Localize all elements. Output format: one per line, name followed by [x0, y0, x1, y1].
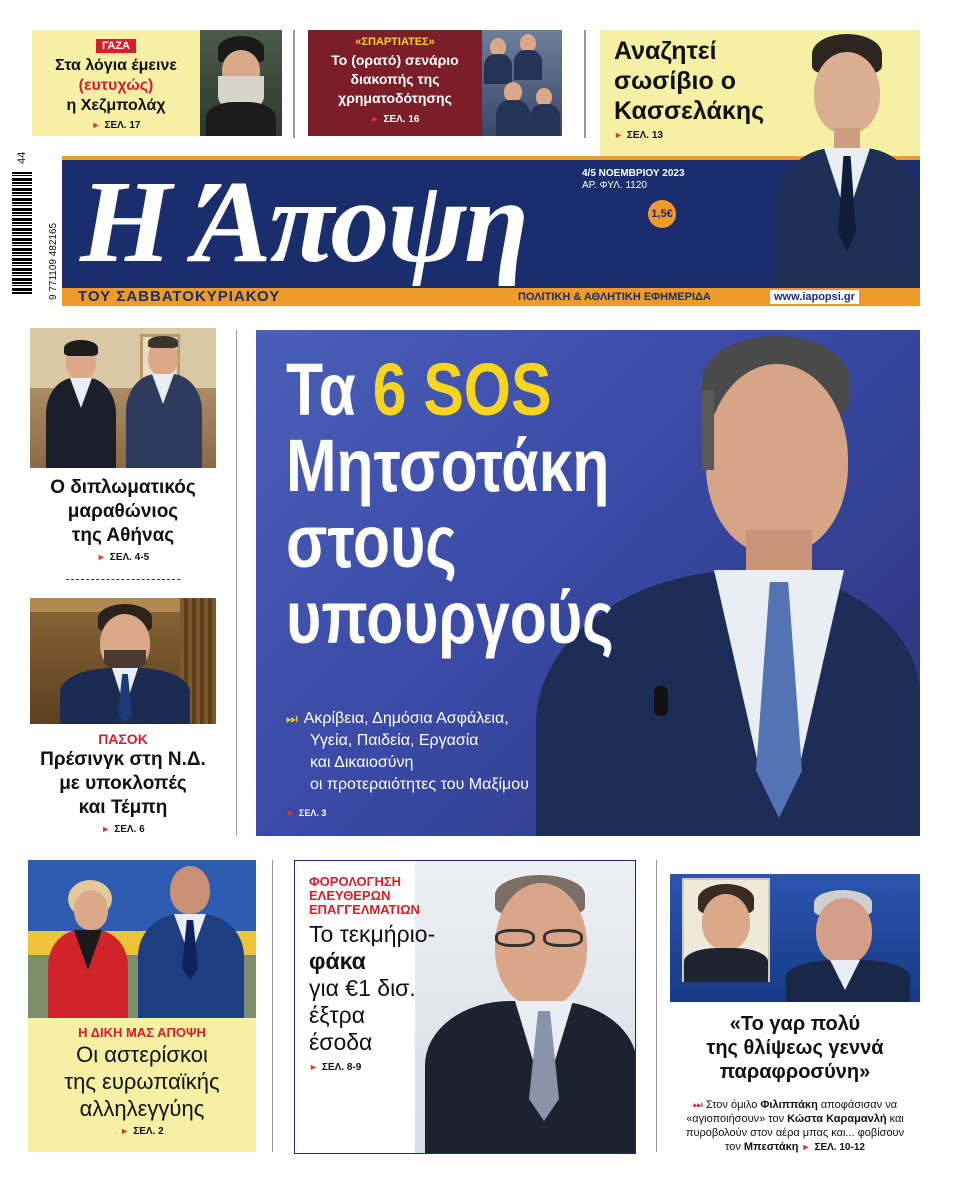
price-badge: 1,5€ — [648, 200, 676, 228]
lead-headline-line3: στους — [286, 500, 457, 583]
story-quote[interactable] — [670, 860, 920, 1154]
arrow-icon: ► — [309, 1062, 318, 1072]
story-tax-line3: για €1 δισ. — [309, 975, 416, 1001]
arrow-icon: ► — [91, 120, 101, 130]
arrow-icon: ► — [286, 808, 295, 818]
story-tax-kicker3: ΕΠΑΓΓΕΛΜΑΤΙΩΝ — [309, 902, 420, 917]
lead-headline-line2: Μητσοτάκη — [286, 424, 610, 507]
kasselakis-photo — [772, 30, 920, 288]
masthead-title: Η Άποψη — [80, 156, 527, 287]
dashed-divider — [66, 579, 180, 580]
teaser-gaza[interactable] — [32, 30, 282, 136]
story-quote-page: ► ΣΕΛ. 10-12 — [801, 1142, 865, 1153]
teaser-kasselakis-line2: σωσίβιο ο — [614, 67, 736, 95]
nasrallah-photo — [200, 30, 282, 136]
diplomacy-photo — [30, 328, 216, 468]
divider — [293, 30, 295, 138]
story-tax-line4: έξτρα — [309, 1002, 366, 1028]
androulakis-photo — [30, 598, 216, 724]
story-diplomacy-line2: μαραθώνιος — [67, 501, 179, 522]
teaser-gaza-kicker: ΓΑΖΑ — [96, 39, 136, 53]
barcode-issue: 44 — [16, 151, 28, 164]
issue-date: 4/5 ΝΟΕΜΒΡΙΟΥ 2023 — [582, 168, 685, 179]
teaser-spartiates-kicker: «ΣΠΑΡΤΙΑΤΕΣ» — [355, 36, 435, 48]
story-diplomacy-line3: της Αθήνας — [71, 525, 175, 546]
fast-forward-icon: ⏭ — [286, 711, 298, 726]
story-opinion-line1: Οι αστερίσκοι — [76, 1042, 208, 1067]
arrow-icon: ► — [120, 1126, 130, 1136]
story-tax[interactable] — [294, 860, 636, 1154]
teaser-spartiates[interactable] — [308, 30, 562, 136]
column-divider — [272, 860, 273, 1152]
teaser-gaza-line3: η Χεζμπολάχ — [66, 97, 166, 114]
teaser-spartiates-line2: διακοπής της — [350, 71, 440, 87]
karamanlis-photo — [670, 874, 920, 1002]
teaser-kasselakis-page: ► ΣΕΛ. 13 — [614, 130, 663, 141]
story-quote-line1: «Το γαρ πολύ — [729, 1013, 861, 1035]
teaser-gaza-page: ► ΣΕΛ. 17 — [91, 120, 141, 131]
lead-headline-accent: 6 SOS — [372, 348, 552, 431]
lead-page: ► ΣΕΛ. 3 — [286, 808, 327, 818]
story-opinion[interactable] — [28, 860, 256, 1152]
story-pasok-line3: και Τέμπη — [78, 797, 168, 818]
story-quote-body-line2: «αγιοποιήσουν» τον Κώστα Καραμανλή και — [686, 1113, 904, 1125]
fast-forward-icon: ⏭ — [692, 1099, 703, 1111]
column-divider — [236, 330, 237, 836]
teaser-kasselakis-line1: Αναζητεί — [614, 37, 717, 65]
arrow-icon: ► — [96, 552, 106, 562]
story-tax-line2: φάκα — [309, 948, 366, 974]
lead-story[interactable] — [256, 330, 920, 836]
masthead-tagline: ΠΟΛΙΤΙΚΗ & ΑΘΛΗΤΙΚΗ ΕΦΗΜΕΡΙΔΑ — [518, 291, 711, 303]
teaser-gaza-line1: Στα λόγια έμεινε — [55, 57, 177, 74]
story-opinion-kicker: Η ΔΙΚΗ ΜΑΣ ΑΠΟΨΗ — [78, 1025, 206, 1040]
teaser-gaza-line2: (ευτυχώς) — [78, 77, 154, 94]
lead-deck-line4: οι προτεραιότητες του Μαξίμου — [310, 776, 529, 793]
teaser-spartiates-page: ► ΣΕΛ. 16 — [370, 114, 420, 125]
story-tax-page: ► ΣΕΛ. 8-9 — [309, 1062, 362, 1073]
website-link[interactable]: www.iapopsi.gr — [770, 290, 859, 304]
story-pasok-line2: με υποκλοπές — [59, 773, 187, 794]
story-tax-line5: έσοδα — [309, 1029, 373, 1055]
story-quote-body-line1: ⏭ Στον όμιλο Φιλιππάκη αποφάσισαν να — [692, 1099, 898, 1111]
barcode-number: 9 771109 482165 — [48, 222, 59, 300]
arrow-icon: ► — [370, 114, 380, 124]
story-tax-kicker1: ΦΟΡΟΛΟΓΗΣΗ — [309, 874, 402, 889]
story-quote-body-line3: πυροβολούν στον αέρα μπας και... φοβίσουν — [685, 1127, 905, 1139]
story-pasok-page: ► ΣΕΛ. 6 — [101, 824, 145, 835]
divider — [584, 30, 586, 138]
arrow-icon: ► — [801, 1142, 811, 1152]
lead-headline-line4: υπουργούς — [286, 576, 614, 659]
teaser-kasselakis-line3: Κασσελάκης — [614, 97, 765, 125]
story-diplomacy[interactable] — [30, 476, 216, 563]
teaser-spartiates-line3: χρηματοδότησης — [338, 90, 452, 106]
story-pasok[interactable] — [30, 730, 216, 835]
story-opinion-line3: αλληλεγγύης — [79, 1096, 205, 1121]
von-der-leyen-photo — [28, 860, 256, 1018]
arrow-icon: ► — [101, 824, 111, 834]
story-diplomacy-line1: Ο διπλωματικός — [50, 477, 196, 498]
lead-deck-line2: Υγεία, Παιδεία, Εργασία — [310, 732, 479, 749]
column-divider — [656, 860, 657, 1152]
parliament-photo — [482, 30, 562, 136]
arrow-icon: ► — [614, 130, 623, 140]
story-opinion-line2: της ευρωπαϊκής — [64, 1069, 220, 1094]
story-quote-line3: παραφροσύνη» — [719, 1061, 871, 1083]
story-quote-body-line4: τον Μπεστάκη ► ΣΕΛ. 10-12 — [725, 1141, 865, 1153]
story-diplomacy-page: ► ΣΕΛ. 4-5 — [96, 552, 150, 563]
lead-headline-line1: Τα 6 SOS — [286, 348, 552, 431]
lead-deck-line1: Ακρίβεια, Δημόσια Ασφάλεια, — [303, 710, 509, 727]
lead-deck-line3: και Δικαιοσύνη — [310, 754, 414, 771]
story-opinion-page: ► ΣΕΛ. 2 — [120, 1126, 164, 1137]
story-tax-kicker2: ΕΛΕΥΘΕΡΩΝ — [309, 888, 391, 903]
masthead-subtitle: ΤΟΥ ΣΑΒΒΑΤΟΚΥΡΙΑΚΟΥ — [78, 288, 281, 305]
barcode — [10, 140, 59, 300]
story-pasok-line1: Πρέσινγκ στη Ν.Δ. — [40, 749, 206, 770]
story-pasok-kicker: ΠΑΣΟΚ — [98, 731, 148, 747]
issue-number: ΑΡ. ΦΥΛ. 1120 — [582, 180, 647, 191]
story-tax-line1: Το τεκμήριο- — [309, 921, 436, 947]
story-quote-line2: της θλίψεως γεννά — [706, 1037, 884, 1059]
teaser-spartiates-line1: Το (ορατό) σενάριο — [331, 52, 459, 68]
